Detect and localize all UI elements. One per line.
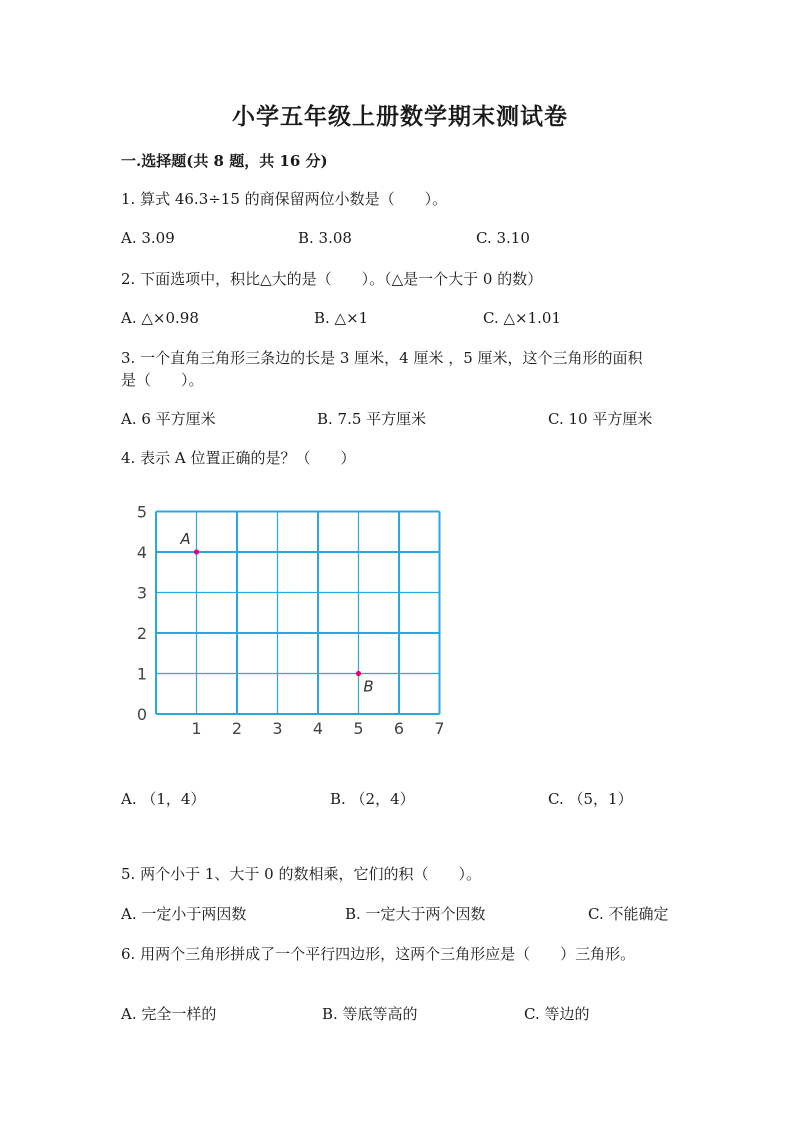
point-a-marker [194,549,199,554]
q2-option-b[interactable]: B. △×1 [314,309,369,327]
q4-option-a[interactable]: A. （1，4） [121,790,206,808]
q1-option-c[interactable]: C. 3.10 [476,229,530,247]
q6-option-b[interactable]: B. 等底等高的 [322,1005,418,1023]
q3-option-b[interactable]: B. 7.5 平方厘米 [317,410,427,428]
x-tick-label: 3 [272,719,283,738]
question-3-line-1: 3. 一个直角三角形三条边的长是 3 厘米，4 厘米 ，5 厘米，这个三角形的面积 [121,349,643,367]
y-tick-label: 0 [136,705,148,724]
q5-option-c[interactable]: C. 不能确定 [588,905,669,923]
question-4: 4. 表示 A 位置正确的是？（ ） [121,449,356,467]
x-tick-label: 2 [231,719,243,738]
y-tick-label: 4 [136,543,148,562]
q5-option-a[interactable]: A. 一定小于两因数 [121,905,247,923]
section-heading: 一.选择题(共 8 题，共 16 分) [121,152,328,170]
y-tick-label: 3 [136,583,148,603]
y-tick-label: 1 [136,664,148,684]
x-tick-label: 5 [353,719,364,738]
y-tick-label: 5 [136,502,148,522]
q3-option-a[interactable]: A. 6 平方厘米 [121,410,216,428]
q5-option-b[interactable]: B. 一定大于两个因数 [345,905,486,923]
q2-option-a[interactable]: A. △×0.98 [121,309,199,327]
x-tick-label: 1 [191,719,202,738]
q2-option-c[interactable]: C. △×1.01 [483,309,561,327]
page-title: 小学五年级上册数学期末测试卷 [232,103,568,130]
y-tick-label: 2 [136,624,148,643]
q6-option-c[interactable]: C. 等边的 [524,1005,590,1023]
q4-option-c[interactable]: C. （5，1） [548,790,633,808]
question-2: 2. 下面选项中，积比△大的是（ ）。（△是一个大于 0 的数） [121,270,543,288]
question-1: 1. 算式 46.3÷15 的商保留两位小数是（ ）。 [121,190,448,208]
point-b-label: B [363,677,374,696]
point-b-marker [356,671,361,676]
q1-option-b[interactable]: B. 3.08 [298,229,352,247]
x-tick-label: 4 [312,719,324,738]
coordinate-grid [120,495,460,745]
q1-option-a[interactable]: A. 3.09 [121,229,175,247]
x-tick-label: 6 [393,719,405,738]
q3-option-c[interactable]: C. 10 平方厘米 [548,410,653,428]
question-6: 6. 用两个三角形拼成了一个平行四边形，这两个三角形应是（ ）三角形。 [121,945,636,963]
x-tick-label: 7 [434,719,445,738]
q6-option-a[interactable]: A. 完全一样的 [121,1005,217,1023]
q4-option-b[interactable]: B. （2，4） [330,790,415,808]
question-5: 5. 两个小于 1、大于 0 的数相乘，它们的积（ ）。 [121,865,481,883]
question-3-line-2: 是（ ）。 [121,371,204,389]
point-a-label: A [180,530,191,548]
